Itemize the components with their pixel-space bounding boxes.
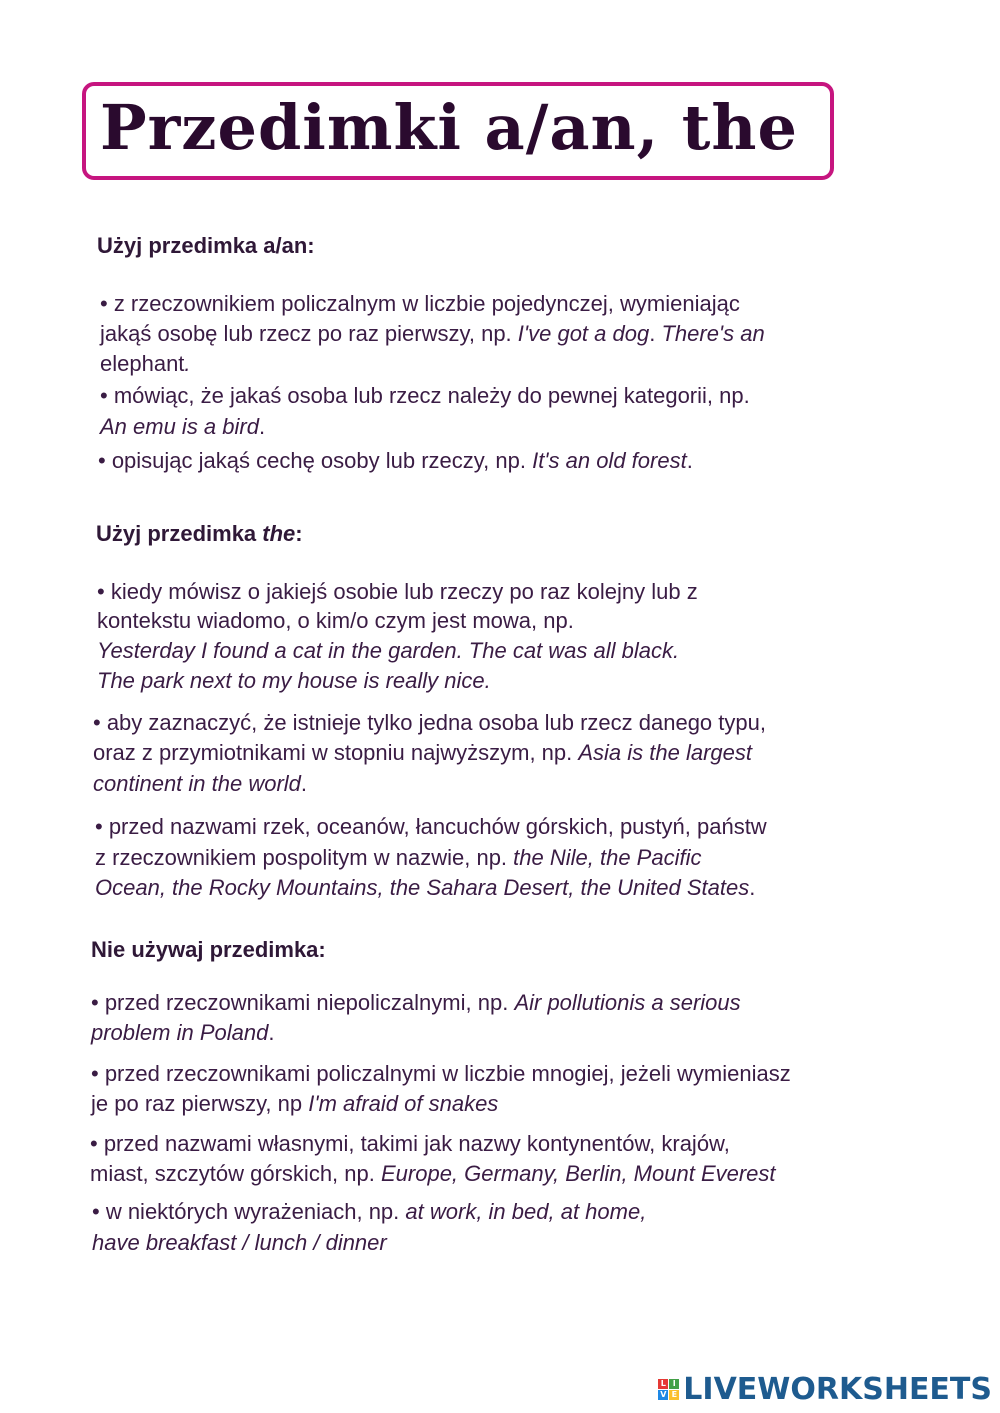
- logo-letter-v: V: [660, 1390, 667, 1399]
- text-line: [95, 874, 755, 902]
- text-line: [90, 1130, 730, 1158]
- logo-letter-i: I: [669, 1379, 679, 1389]
- example-text: at work, in bed, at home,: [405, 1199, 647, 1224]
- rule-text: • kiedy mówisz o jakiejś osobie lub rzeczy po raz kolejny lub z: [97, 579, 698, 604]
- rule-text: miast, szczytów górskich, np.: [90, 1161, 381, 1186]
- heading-text: Nie używaj przedimka:: [91, 937, 326, 962]
- example-text: problem in Poland: [91, 1020, 269, 1045]
- text-line: [92, 1198, 646, 1226]
- rule-text: • opisując jakąś cechę osoby lub rzeczy, np.: [98, 448, 533, 473]
- rule-text: oraz z przymiotnikami w stopniu najwyższym, np.: [93, 740, 579, 765]
- rule-text: • mówiąc, że jakaś osoba lub rzecz należy do pewnej kategorii, np.: [100, 383, 750, 408]
- section-heading: [96, 520, 303, 548]
- rule-text: • przed rzeczownikami policzalnymi w liczbie mnogiej, jeżeli wymieniasz: [91, 1061, 791, 1086]
- rule-text: .: [649, 321, 662, 346]
- heading-text: Użyj przedimka a/an:: [97, 233, 315, 258]
- rule-text: • w niektórych wyrażeniach, np.: [92, 1199, 406, 1224]
- text-line: [93, 709, 766, 737]
- rule-text: .: [749, 875, 756, 900]
- text-line: [100, 320, 765, 348]
- text-line: [100, 413, 265, 441]
- rule-text: .: [686, 448, 693, 473]
- text-line: [91, 989, 741, 1017]
- rule-text: .: [300, 771, 308, 796]
- heading-text: Użyj przedimka: [96, 521, 263, 546]
- rule-text: elephant: [100, 351, 185, 376]
- text-line: [98, 447, 693, 475]
- liveworksheets-logo-icon: [658, 1379, 679, 1400]
- section-heading: [91, 936, 326, 964]
- text-line: [95, 813, 767, 841]
- example-text: It's an old forest: [532, 448, 687, 473]
- text-line: [92, 1229, 387, 1257]
- rule-text: • przed nazwami rzek, oceanów, łancuchów górskich, pustyń, państw: [95, 814, 767, 839]
- rule-text: z rzeczownikiem pospolitym w nazwie, np.: [95, 845, 514, 870]
- text-line: [93, 770, 307, 798]
- example-text: There's an: [661, 321, 765, 346]
- example-text: the Nile, the Pacific: [513, 845, 702, 870]
- text-line: [91, 1060, 791, 1088]
- heading-example: the: [262, 521, 296, 546]
- text-line: [100, 382, 750, 410]
- example-text: .: [184, 351, 191, 376]
- rule-text: • z rzeczownikiem policzalnym w liczbie pojedynczej, wymieniając: [100, 291, 740, 316]
- example-text: An emu is a bird: [100, 414, 259, 439]
- footer-branding: [658, 1372, 992, 1407]
- example-text: Asia is the largest: [578, 740, 753, 765]
- text-line: [93, 739, 752, 767]
- text-line: [90, 1160, 776, 1188]
- section-heading: [97, 232, 315, 260]
- logo-letter-e: E: [669, 1390, 679, 1400]
- rule-text: kontekstu wiadomo, o kim/o czym jest mowa, np.: [97, 608, 574, 633]
- brand-name: LIVEWORKSHEETS: [683, 1372, 992, 1407]
- text-line: [97, 637, 679, 665]
- page-title: Przedimki a/an, the: [100, 91, 798, 164]
- rule-text: .: [268, 1020, 275, 1045]
- rule-text: jakąś osobę lub rzecz po raz pierwszy, np.: [100, 321, 518, 346]
- example-text: I've got a dog: [517, 321, 650, 346]
- example-text: The park next to my house is really nice.: [97, 668, 491, 693]
- heading-text: :: [295, 521, 303, 546]
- logo-letter-l: L: [658, 1379, 668, 1389]
- example-text: Air pollutionis a serious: [514, 990, 741, 1015]
- rule-text: • aby zaznaczyć, że istnieje tylko jedna osoba lub rzecz danego typu,: [93, 710, 766, 735]
- text-line: [97, 578, 698, 606]
- rule-text: • przed rzeczownikami niepoliczalnymi, np.: [91, 990, 515, 1015]
- text-line: [97, 607, 574, 635]
- example-text: I'm afraid of snakes: [308, 1091, 499, 1116]
- text-line: [97, 667, 491, 695]
- example-text: Ocean, the Rocky Mountains, the Sahara Desert, the United States: [95, 875, 750, 900]
- rule-text: je po raz pierwszy, np: [91, 1091, 309, 1116]
- text-line: [100, 290, 740, 318]
- example-text: continent in the world: [93, 771, 301, 796]
- text-line: [100, 350, 191, 378]
- rule-text: .: [258, 414, 266, 439]
- rule-text: • przed nazwami własnymi, takimi jak nazwy kontynentów, krajów,: [90, 1131, 730, 1156]
- text-line: [95, 844, 701, 872]
- example-text: Yesterday I found a cat in the garden. The cat was all black.: [97, 638, 680, 663]
- text-line: [91, 1090, 498, 1118]
- text-line: [91, 1019, 274, 1047]
- example-text: have breakfast / lunch / dinner: [92, 1230, 387, 1255]
- example-text: Europe, Germany, Berlin, Mount Everest: [380, 1161, 776, 1186]
